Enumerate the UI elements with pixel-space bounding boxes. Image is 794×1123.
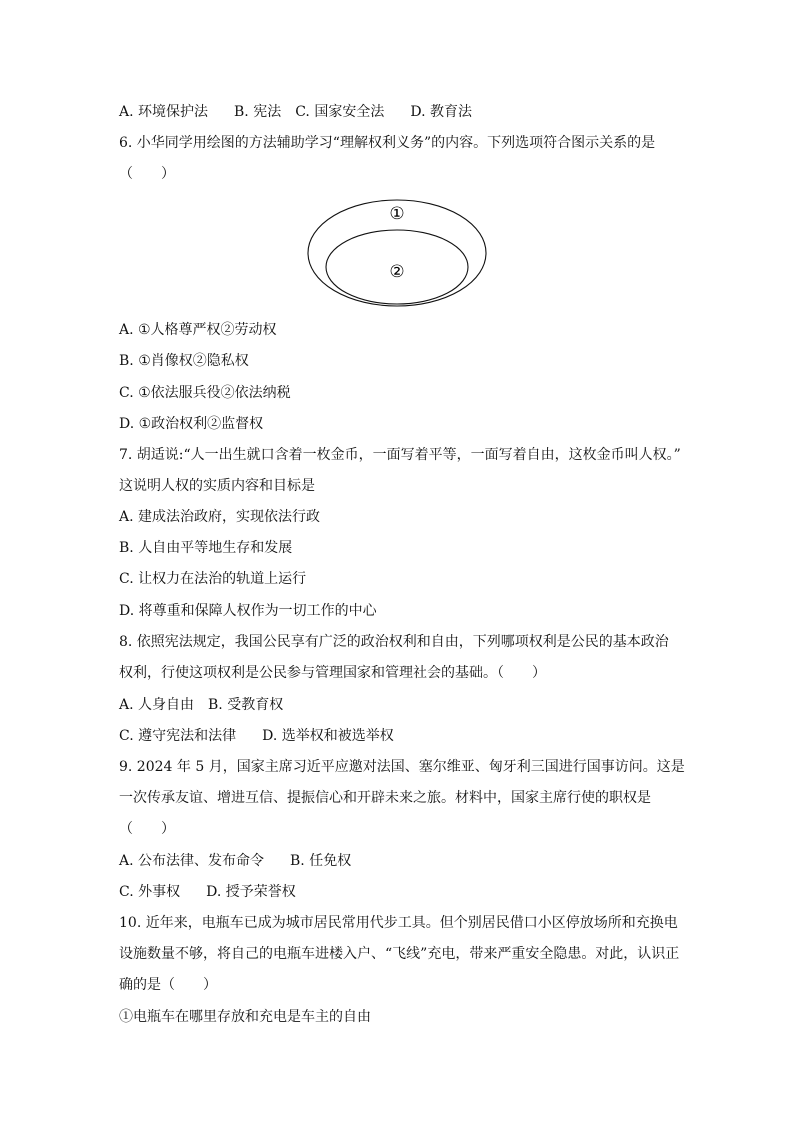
q6-option-c: C. ①依法服兵役②依法纳税 bbox=[119, 385, 291, 401]
q8-options-row2 bbox=[119, 726, 394, 746]
q5-option-d: D. 教育法 bbox=[410, 104, 472, 120]
q7-option-c: C. 让权力在法治的轨道上运行 bbox=[119, 571, 307, 587]
q7-option-d: D. 将尊重和保障人权作为一切工作的中心 bbox=[119, 603, 377, 619]
q7-option-b: B. 人自由平等地生存和发展 bbox=[119, 540, 293, 556]
inner-ellipse-label: ② bbox=[389, 262, 405, 282]
q9-stem-line2: 一次传承友谊、增进互信、提振信心和开辟未来之旅。材料中，国家主席行使的职权是 bbox=[119, 790, 651, 806]
q7-option-a: A. 建成法治政府，实现依法行政 bbox=[119, 509, 321, 525]
q9-stem-line3: （ ） bbox=[119, 821, 175, 837]
q6-stem-line1: 6. 小华同学用绘图的方法辅助学习“理解权利义务”的内容。下列选项符合图示关系的是 bbox=[119, 135, 656, 151]
q8-stem-line2: 权利，行使这项权利是公民参与管理国家和管理社会的基础。（ ） bbox=[119, 665, 546, 681]
q10-stem-line1: 10. 近年来，电瓶车已成为城市居民常用代步工具。但个别居民借口小区停放场所和充换电 bbox=[119, 915, 678, 931]
q9-option-c: C. 外事权 bbox=[119, 884, 181, 900]
q9-options-row1 bbox=[119, 851, 351, 871]
q8-options-row1 bbox=[119, 695, 283, 715]
q6-nested-ellipse-diagram bbox=[306, 197, 488, 309]
outer-ellipse-label: ① bbox=[389, 204, 405, 224]
q9-stem-line1: 9. 2024 年 5 月，国家主席习近平应邀对法国、塞尔维亚、匈牙利三国进行国事访问。这是 bbox=[119, 759, 685, 775]
q5-option-b: B. 宪法 bbox=[234, 104, 282, 120]
q8-stem-line1: 8. 依照宪法规定，我国公民享有广泛的政治权利和自由，下列哪项权利是公民的基本政治 bbox=[119, 634, 669, 650]
q10-item-1: ①电瓶车在哪里存放和充电是车主的自由 bbox=[119, 1009, 371, 1025]
q7-stem-line1: 7. 胡适说:“人一出生就口含着一枚金币，一面写着平等，一面写着自由，这枚金币叫人权。” bbox=[119, 447, 681, 463]
q5-option-c: C. 国家安全法 bbox=[295, 104, 385, 120]
q6-option-b: B. ①肖像权②隐私权 bbox=[119, 353, 249, 369]
q5-options-row bbox=[119, 102, 472, 122]
q7-stem-line2: 这说明人权的实质内容和目标是 bbox=[119, 478, 315, 494]
q8-option-b: B. 受教育权 bbox=[208, 697, 284, 713]
q8-option-d: D. 选举权和被选举权 bbox=[262, 728, 394, 744]
q9-option-a: A. 公布法律、发布命令 bbox=[119, 853, 265, 869]
q6-stem-line2: （ ） bbox=[119, 166, 175, 182]
q10-stem-line2: 设施数量不够，将自己的电瓶车进楼入户、“飞线”充电，带来严重安全隐患。对此，认识正 bbox=[119, 946, 680, 962]
q8-option-a: A. 人身自由 bbox=[119, 697, 195, 713]
q10-stem-line3: 确的是（ ） bbox=[119, 977, 217, 993]
q9-option-b: B. 任免权 bbox=[290, 853, 352, 869]
q9-options-row2 bbox=[119, 882, 296, 902]
q6-option-a: A. ①人格尊严权②劳动权 bbox=[119, 322, 277, 338]
q8-option-c: C. 遵守宪法和法律 bbox=[119, 728, 237, 744]
q9-option-d: D. 授予荣誉权 bbox=[206, 884, 296, 900]
q6-option-d: D. ①政治权利②监督权 bbox=[119, 416, 264, 432]
q5-option-a: A. 环境保护法 bbox=[119, 104, 209, 120]
